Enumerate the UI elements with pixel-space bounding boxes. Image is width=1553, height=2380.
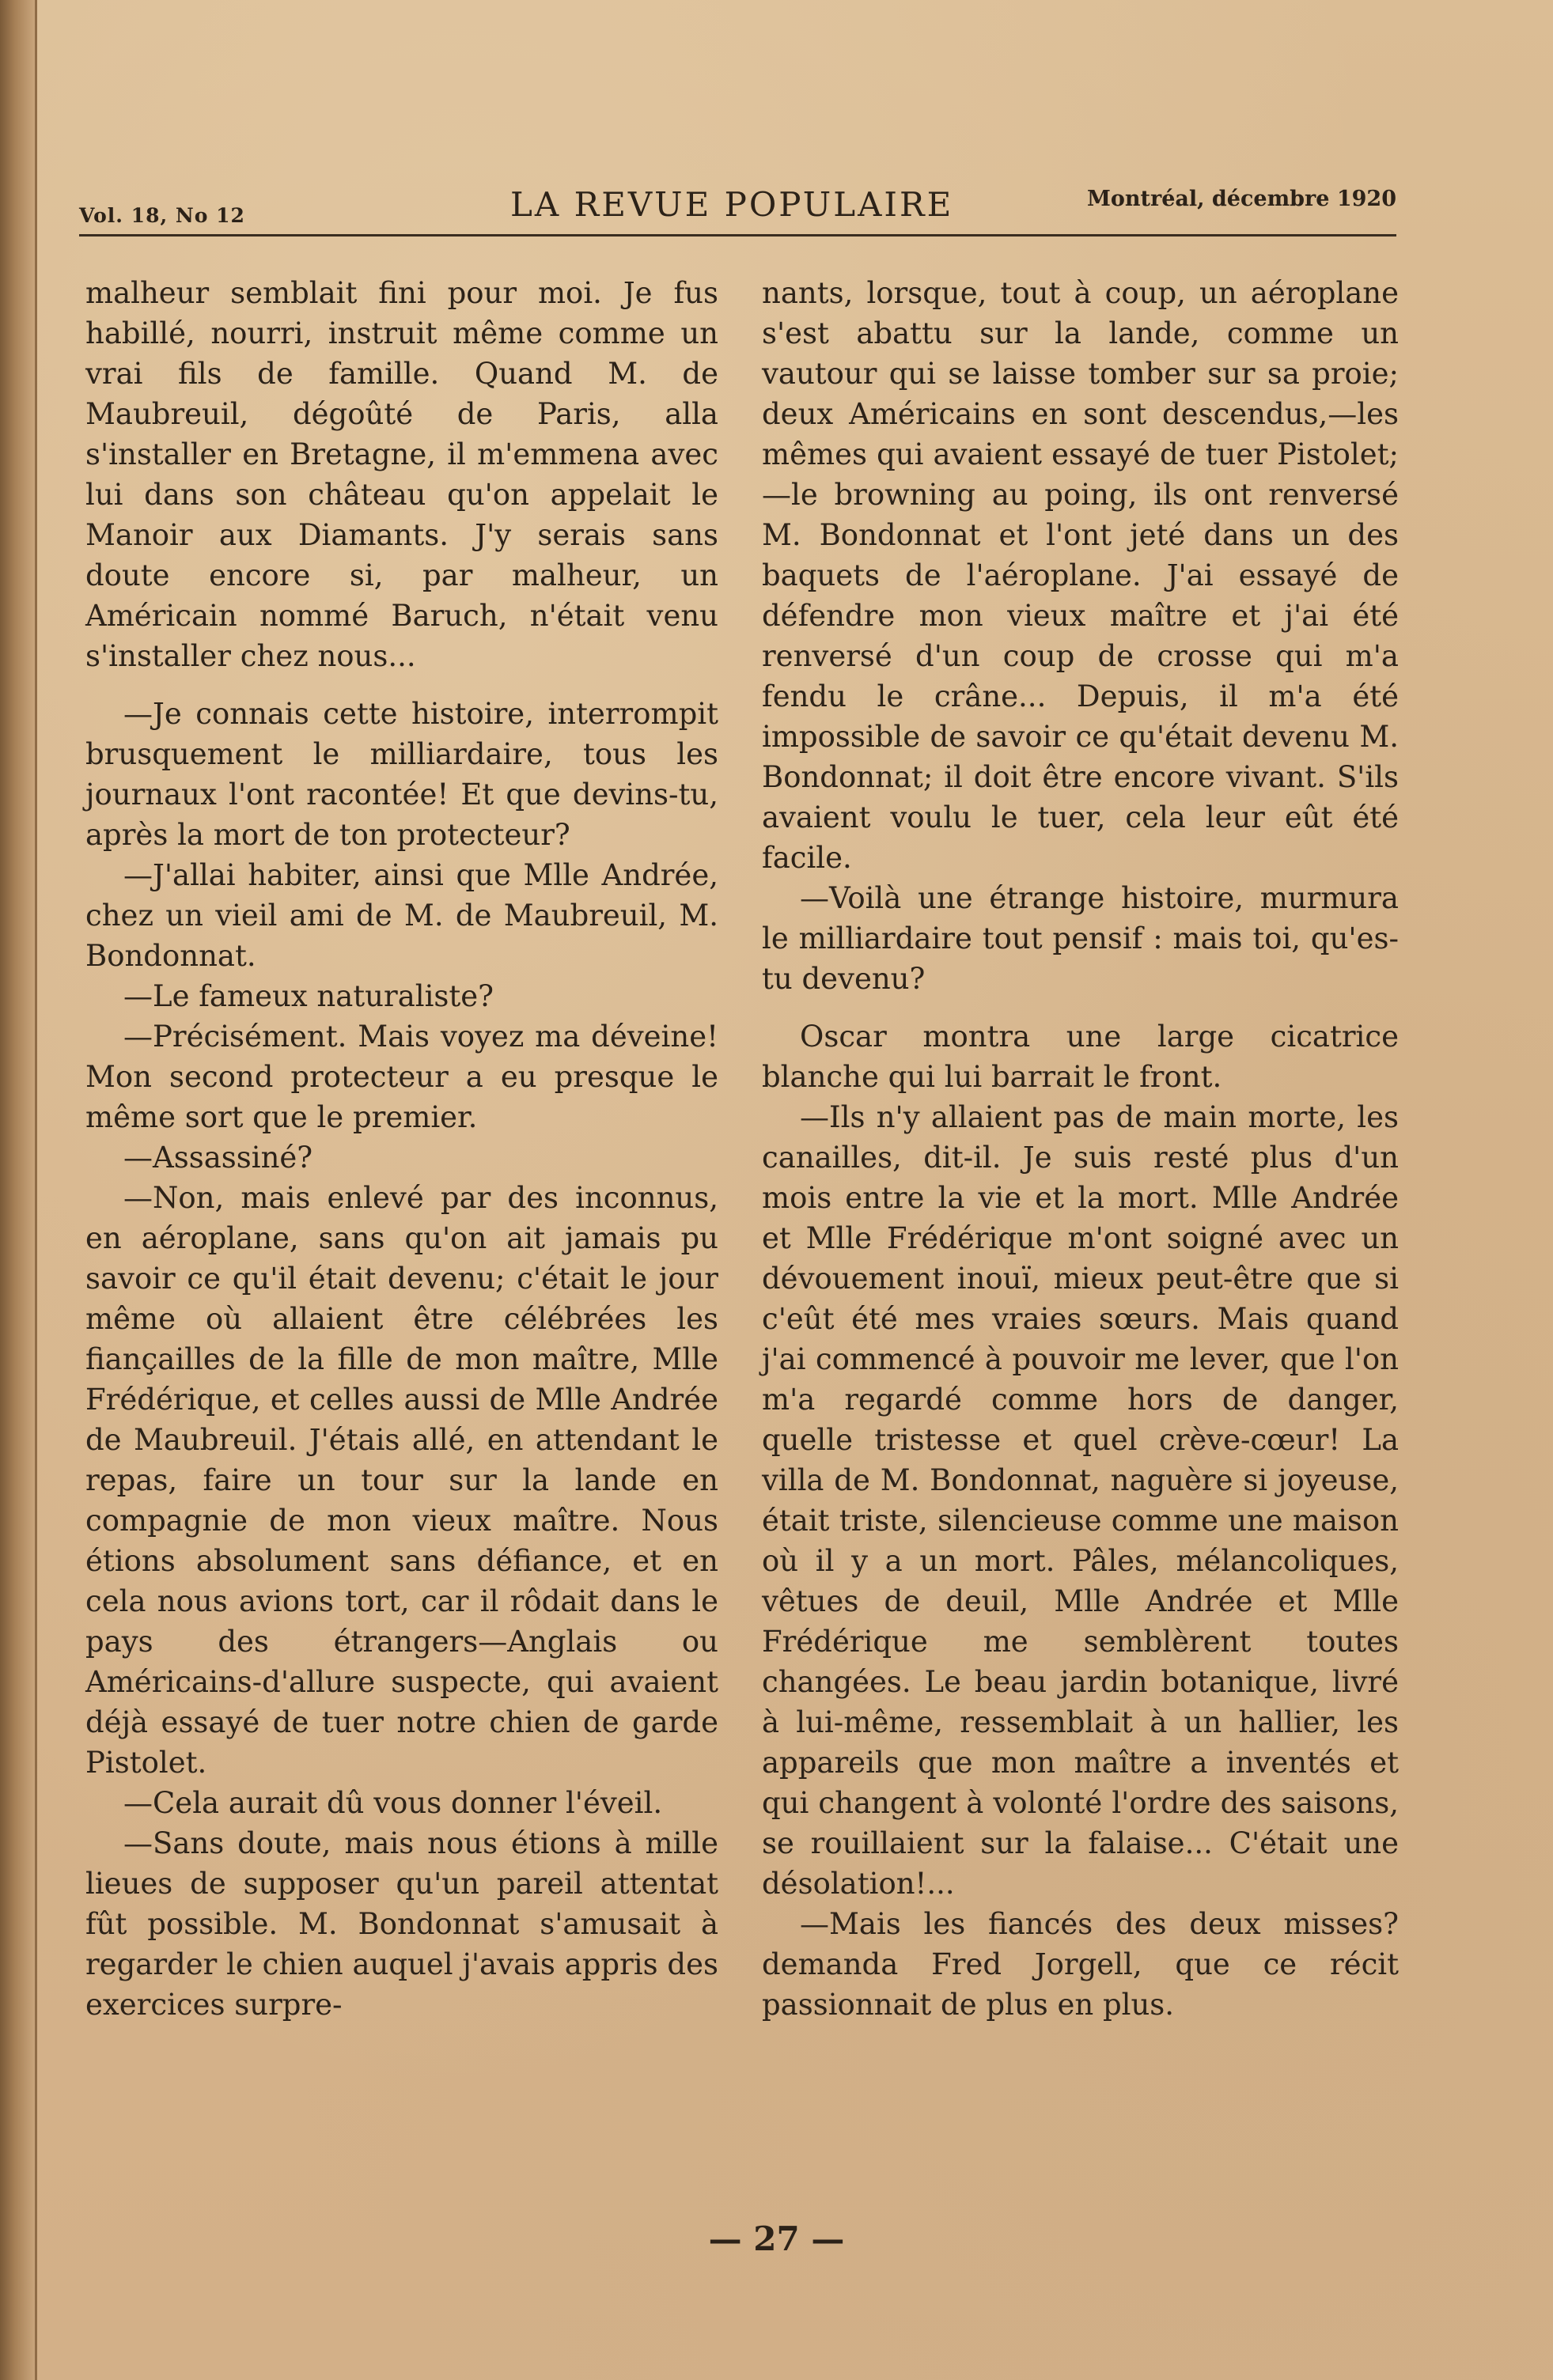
issue-date: Montréal, décembre 1920 <box>1086 187 1396 211</box>
paragraph: —Mais les fiancés des deux misses? demanda Fred Jorgell, que ce récit passionnait de plus en plus. <box>762 1907 1399 2022</box>
binding-edge <box>0 0 35 2380</box>
left-column <box>85 273 718 2025</box>
volume-number: Vol. 18, No 12 <box>79 204 245 227</box>
paragraph: —Précisément. Mais voyez ma déveine! Mon second protecteur a eu presque le même sort que le premier. <box>85 1020 718 1134</box>
paragraph: —Cela aurait dû vous donner l'éveil. <box>123 1786 663 1820</box>
paragraph: —Non, mais enlevé par des inconnus, en aéroplane, sans qu'on ait jamais pu savoir ce qu'il était devenu; c'était le jour même où allaient être célébrées les fiançailles de la fille de mon maître, Mlle Frédérique, et celles aussi de Mlle Andrée de Maubreuil. J'étais allé, en attendant le repas, faire un tour sur la lande en compagnie de mon vieux maître. Nous étions absolument sans défiance, et en cela nous avions tort, car il rôdait dans le pays des étrangers—Anglais ou Américains-d'allure suspecte, qui avaient déjà essayé de tuer notre chien de garde Pistolet. <box>85 1181 718 1780</box>
right-column <box>762 273 1399 2025</box>
binding-line <box>35 0 37 2380</box>
page-number: — 27 — <box>708 2219 845 2258</box>
paragraph: nants, lorsque, tout à coup, un aéroplane s'est abattu sur la lande, comme un vautour qui se laisse tomber sur sa proie; deux Américains en sont descendus,—les mêmes qui avaient essayé de tuer Pistolet;—le browning au poing, ils ont renversé M. Bondonnat et l'ont jeté dans un des baquets de l'aéroplane. J'ai essayé de défendre mon vieux maître et j'ai été renversé d'un coup de crosse qui m'a fendu le crâne... Depuis, il m'a été impossible de savoir ce qu'était devenu M. Bondonnat; il doit être encore vivant. S'ils avaient voulu le tuer, cela leur eût été facile. <box>762 276 1399 875</box>
running-header <box>79 179 1396 234</box>
paragraph: —Je connais cette histoire, interrompit brusquement le milliardaire, tous les journaux l'ont racontée! Et que devins-tu, après la mort de ton protecteur? <box>85 697 718 852</box>
paragraph: —Sans doute, mais nous étions à mille lieues de supposer qu'un pareil attentat fût possible. M. Bondonnat s'amusait à regarder le chien auquel j'avais appris des exercices surpre- <box>85 1826 718 2022</box>
magazine-title: LA REVUE POPULAIRE <box>510 185 954 224</box>
paragraph: —Voilà une étrange histoire, murmura le milliardaire tout pensif : mais toi, qu'es-tu devenu? <box>762 881 1399 996</box>
paragraph: malheur semblait fini pour moi. Je fus habillé, nourri, instruit même comme un vrai fils de famille. Quand M. de Maubreuil, dégoûté de Paris, alla s'installer en Bretagne, il m'emmena avec lui dans son château qu'on appelait le Manoir aux Diamants. J'y serais sans doute encore si, par malheur, un Américain nommé Baruch, n'était venu s'installer chez nous... <box>85 276 718 673</box>
paragraph: —Assassiné? <box>123 1141 313 1175</box>
paragraph: —Le fameux naturaliste? <box>123 979 494 1013</box>
paragraph: Oscar montra une large cicatrice blanche qui lui barrait le front. <box>762 1020 1399 1094</box>
paragraph: —Ils n'y allaient pas de main morte, les canailles, dit-il. Je suis resté plus d'un mois entre la vie et la mort. Mlle Andrée et Mlle Frédérique m'ont soigné avec un dévouement inouï, mieux peut-être que si c'eût été mes vraies sœurs. Mais quand j'ai commencé à pouvoir me lever, que l'on m'a regardé comme hors de danger, quelle tristesse et quel crève-cœur! La villa de M. Bondonnat, naguère si joyeuse, était triste, silencieuse comme une maison où il y a un mort. Pâles, mélancoliques, vêtues de deuil, Mlle Andrée et Mlle Frédérique me semblèrent toutes changées. Le beau jardin botanique, livré à lui-même, ressemblait à un hallier, les appareils que mon maître a inventés et qui changent à volonté l'ordre des saisons, se rouillaient sur la falaise... C'était une désolation!... <box>762 1100 1399 1901</box>
paragraph: —J'allai habiter, ainsi que Mlle Andrée, chez un vieil ami de M. de Maubreuil, M. Bondonnat. <box>85 858 718 973</box>
header-rule <box>79 234 1396 236</box>
